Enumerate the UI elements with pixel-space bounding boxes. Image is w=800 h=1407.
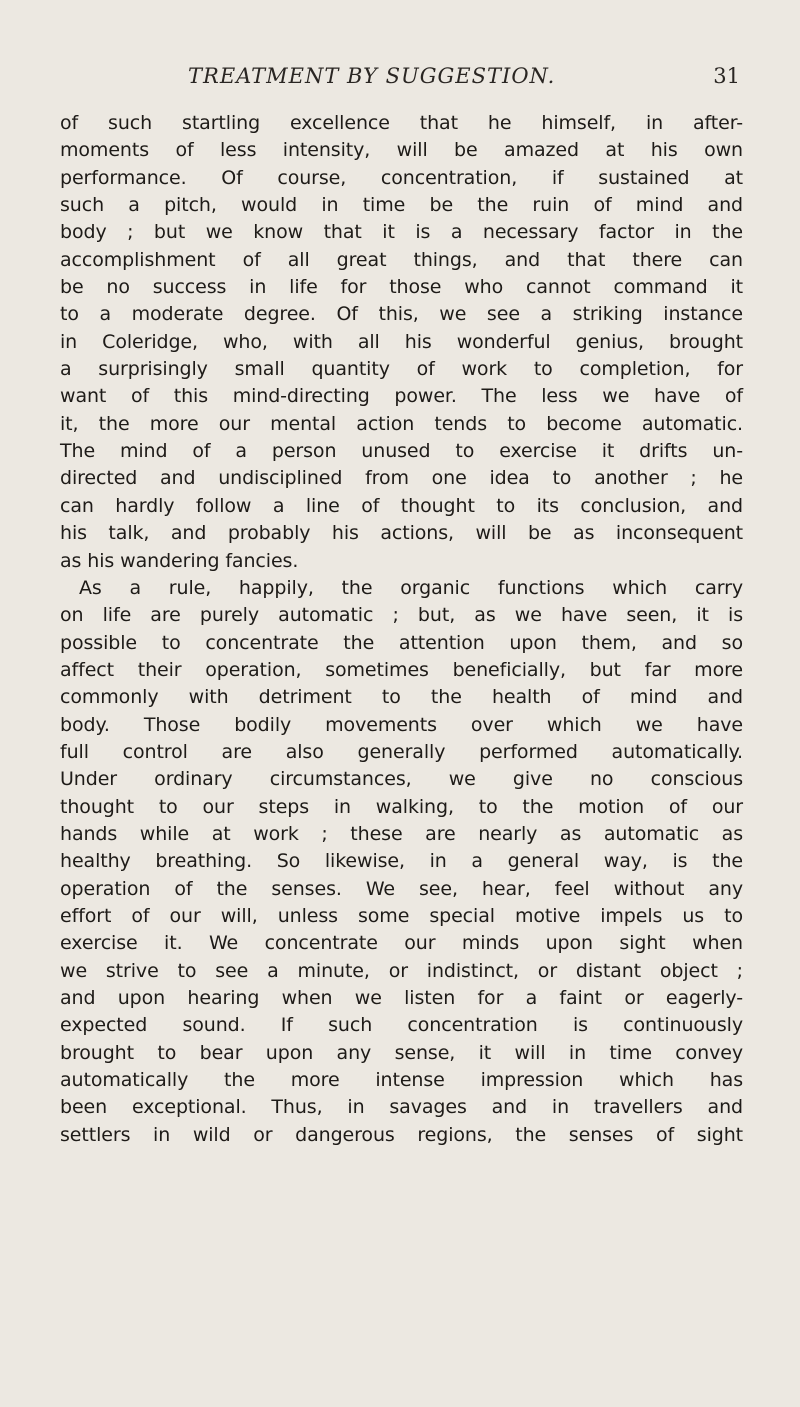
text-line: operation of the senses. We see, hear, feel without any bbox=[60, 877, 743, 900]
page-number: 31 bbox=[713, 64, 740, 88]
text-line: brought to bear upon any sense, it will in time convey bbox=[60, 1041, 743, 1064]
text-line: hands while at work ; these are nearly as automatic as bbox=[60, 822, 743, 845]
text-line: performance. Of course, concentration, if sustained at bbox=[60, 166, 743, 189]
text-line: want of this mind-directing power. The less we have of bbox=[60, 385, 743, 408]
text-line: healthy breathing. So likewise, in a general way, is the bbox=[60, 850, 743, 873]
body-text bbox=[60, 110, 743, 1149]
text-line: of such startling excellence that he himself, in after- bbox=[60, 112, 743, 134]
text-line: to a moderate degree. Of this, we see a striking instance bbox=[60, 303, 743, 326]
text-line: thought to our steps in walking, to the motion of our bbox=[60, 795, 743, 818]
text-line: body. Those bodily movements over which we have bbox=[60, 713, 743, 736]
text-line: such a pitch, would in time be the ruin of mind and bbox=[60, 194, 743, 217]
text-line: settlers in wild or dangerous regions, the senses of sight bbox=[60, 1123, 743, 1146]
text-line: moments of less intensity, will be amazed at his own bbox=[60, 139, 743, 162]
text-line: can hardly follow a line of thought to its conclusion, and bbox=[60, 494, 743, 517]
text-line: be no success in life for those who cannot command it bbox=[60, 276, 743, 299]
text-line: as his wandering fancies. bbox=[60, 549, 299, 572]
text-line: full control are also generally performed automatically. bbox=[60, 740, 743, 763]
text-line: body ; but we know that it is a necessary factor in the bbox=[60, 221, 743, 244]
text-line: possible to concentrate the attention upon them, and so bbox=[60, 631, 743, 654]
text-line: Under ordinary circumstances, we give no conscious bbox=[60, 768, 743, 791]
text-line: expected sound. If such concentration is continuously bbox=[60, 1014, 743, 1037]
text-line: exercise it. We concentrate our minds upon sight when bbox=[60, 932, 743, 955]
running-title: TREATMENT BY SUGGESTION. bbox=[188, 64, 556, 88]
text-line: on life are purely automatic ; but, as we have seen, it is bbox=[60, 604, 743, 627]
text-line: The mind of a person unused to exercise it drifts un- bbox=[60, 440, 743, 463]
text-line: been exceptional. Thus, in savages and in travellers and bbox=[60, 1096, 743, 1119]
text-line: affect their operation, sometimes beneficially, but far more bbox=[60, 658, 743, 681]
text-line: we strive to see a minute, or indistinct, or distant object ; bbox=[60, 959, 743, 982]
text-line: a surprisingly small quantity of work to completion, for bbox=[60, 358, 743, 381]
text-line: automatically the more intense impression which has bbox=[60, 1069, 743, 1092]
text-line: and upon hearing when we listen for a faint or eagerly- bbox=[60, 987, 743, 1009]
text-line: commonly with detriment to the health of mind and bbox=[60, 686, 743, 709]
text-line: effort of our will, unless some special motive impels us to bbox=[60, 904, 743, 927]
text-line: directed and undisciplined from one idea to another ; he bbox=[60, 467, 743, 490]
text-line: it, the more our mental action tends to become automatic. bbox=[60, 412, 743, 435]
page-header bbox=[60, 64, 740, 94]
text-line: his talk, and probably his actions, will be as inconsequent bbox=[60, 522, 743, 545]
text-line: accomplishment of all great things, and that there can bbox=[60, 248, 743, 271]
text-line: As a rule, happily, the organic functions which carry bbox=[79, 576, 743, 599]
text-line: in Coleridge, who, with all his wonderful genius, brought bbox=[60, 330, 743, 353]
